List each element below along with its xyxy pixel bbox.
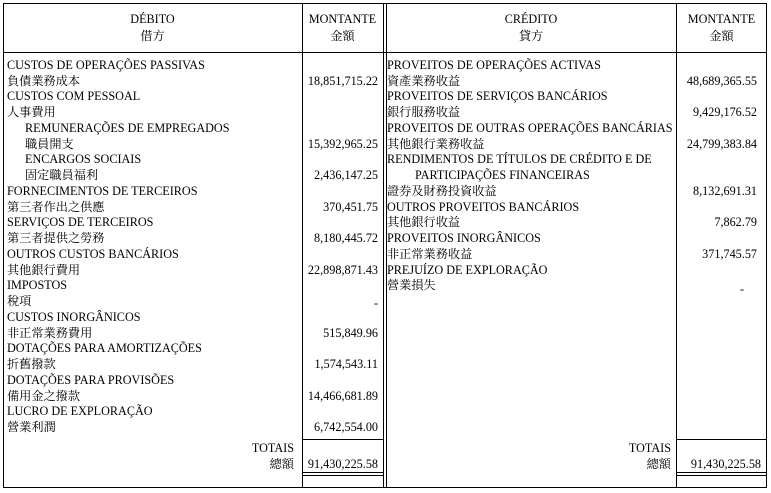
debit-row-label: 備用金之撥款 [7, 389, 81, 403]
credit-row-amount: 7,862.79 [714, 215, 757, 229]
credit-header [386, 11, 676, 45]
debit-row-label: REMUNERAÇÕES DE EMPREGADOS [25, 121, 230, 135]
credit-row-label: 非正常業務收益 [387, 247, 473, 261]
credit-totals-label [543, 440, 671, 456]
debit-header-zh: 借方 [140, 29, 165, 43]
debit-row-label: FORNECIMENTOS DE TERCEIROS [7, 184, 198, 198]
debit-amount-header-pt: MONTANTE [308, 12, 377, 26]
totals-rule-4 [676, 475, 767, 476]
debit-row-label: CUSTOS COM PESSOAL [7, 89, 141, 103]
debit-row-amount: 15,392,965.25 [307, 137, 378, 151]
debit-row-amount: 22,898,871.43 [307, 263, 378, 277]
debit-row-label: 稅項 [7, 294, 32, 308]
debit-row-label: 非正常業務費用 [7, 326, 93, 340]
credit-row-label: PROVEITOS INORGÂNICOS [387, 231, 541, 245]
debit-row-label: 營業利潤 [7, 420, 56, 434]
credit-row-amount: 9,429,176.52 [693, 105, 757, 119]
totals-rule-2 [302, 475, 383, 476]
credit-row-amount: - [739, 282, 744, 296]
credit-amount-header [676, 11, 767, 45]
credit-row-label: 營業損失 [387, 278, 436, 292]
credit-row-label: 資產業務收益 [387, 74, 461, 88]
debit-row-amount: 18,851,715.22 [307, 74, 378, 88]
credit-total-rule-top [676, 439, 767, 440]
debit-totals-label-zh: 總額 [269, 457, 294, 471]
debit-totals-label [163, 440, 294, 456]
debit-row-amount: 2,436,147.25 [314, 168, 378, 182]
debit-row-amount: 8,180,445.72 [314, 231, 378, 245]
credit-row-label: PROVEITOS DE OUTRAS OPERAÇÕES BANCÁRIAS [387, 121, 673, 135]
debit-total-amount: 91,430,225.58 [307, 457, 378, 471]
debit-total-rule-top [302, 439, 383, 440]
totals-rule-3 [676, 472, 767, 473]
credit-row-label: RENDIMENTOS DE TÍTULOS DE CRÉDITO E DE [387, 152, 652, 166]
debit-row-amount: - [373, 296, 378, 310]
credit-row-label: OUTROS PROVEITOS BANCÁRIOS [387, 200, 580, 214]
debit-row-label: 其他銀行費用 [7, 263, 81, 277]
credit-row-label: 證券及財務投資收益 [387, 184, 497, 198]
credit-totals-label-zh-wrap [543, 456, 671, 472]
debit-totals-label-pt: TOTAIS [251, 441, 294, 455]
credit-row-label: PROVEITOS DE OPERAÇÕES ACTIVAS [387, 58, 601, 72]
debit-row-amount: 1,574,543.11 [314, 357, 378, 371]
credit-row-amount: 8,132,691.31 [693, 184, 757, 198]
debit-totals-label-zh-wrap [163, 456, 294, 472]
credit-totals-label-zh: 總額 [646, 457, 671, 471]
debit-row-label: 固定職員福利 [25, 168, 99, 182]
debit-row-label: 人事費用 [7, 105, 56, 119]
debit-row-label: LUCRO DE EXPLORAÇÃO [7, 404, 153, 418]
debit-row-label: 職員開支 [25, 137, 74, 151]
totals-rule-1 [302, 472, 383, 473]
debit-row-label: 第三者作出之供應 [7, 200, 105, 214]
credit-row-label: PREJUÍZO DE EXPLORAÇÃO [387, 263, 548, 277]
balance-sheet [3, 3, 767, 488]
credit-row-amount: 371,745.57 [702, 247, 757, 261]
credit-row-label: 其他銀行收益 [387, 215, 461, 229]
debit-row-label: CUSTOS DE OPERAÇÕES PASSIVAS [7, 58, 205, 72]
debit-row-amount: 6,742,554.00 [314, 420, 378, 434]
credit-amount-header-zh: 金額 [709, 29, 734, 43]
debit-amount-header [302, 11, 383, 45]
debit-row-label: IMPOSTOS [7, 278, 68, 292]
credit-row-amount: 48,689,365.55 [686, 74, 757, 88]
credit-header-zh: 貸方 [518, 29, 544, 43]
debit-header [3, 11, 302, 45]
debit-row-label: 折舊撥款 [7, 357, 56, 371]
debit-row-label: DOTAÇÕES PARA PROVISÕES [7, 373, 175, 387]
debit-row-label: SERVIÇOS DE TERCEIROS [7, 215, 154, 229]
debit-row-amount: 14,466,681.89 [307, 389, 378, 403]
credit-amount-header-pt: MONTANTE [687, 12, 756, 26]
credit-totals-label-pt: TOTAIS [628, 441, 671, 455]
credit-row-label: PROVEITOS DE SERVIÇOS BANCÁRIOS [387, 89, 608, 103]
debit-row-label: CUSTOS INORGÂNICOS [7, 310, 141, 324]
header-rule [3, 52, 767, 53]
debit-row-label: OUTROS CUSTOS BANCÁRIOS [7, 247, 179, 261]
debit-row-amount: 515,849.96 [323, 326, 378, 340]
credit-row-amount: 24,799,383.84 [686, 137, 757, 151]
credit-total-amount: 91,430,225.58 [690, 457, 761, 471]
debit-row-label: 第三者提供之勞務 [7, 231, 105, 245]
debit-header-pt: DÉBITO [130, 12, 175, 26]
debit-row-label: DOTAÇÕES PARA AMORTIZAÇÕES [7, 341, 202, 355]
credit-header-pt: CRÉDITO [504, 12, 558, 26]
center-divider-a [383, 3, 384, 488]
credit-row-label: 銀行服務收益 [387, 105, 461, 119]
debit-row-label: 負債業務成本 [7, 74, 81, 88]
debit-row-amount: 370,451.75 [323, 200, 378, 214]
credit-row-label: PARTICIPAÇÕES FINANCEIRAS [415, 168, 590, 182]
debit-amount-header-zh: 金額 [330, 29, 355, 43]
credit-row-label: 其他銀行業務收益 [387, 137, 485, 151]
debit-row-label: ENCARGOS SOCIAIS [25, 152, 142, 166]
